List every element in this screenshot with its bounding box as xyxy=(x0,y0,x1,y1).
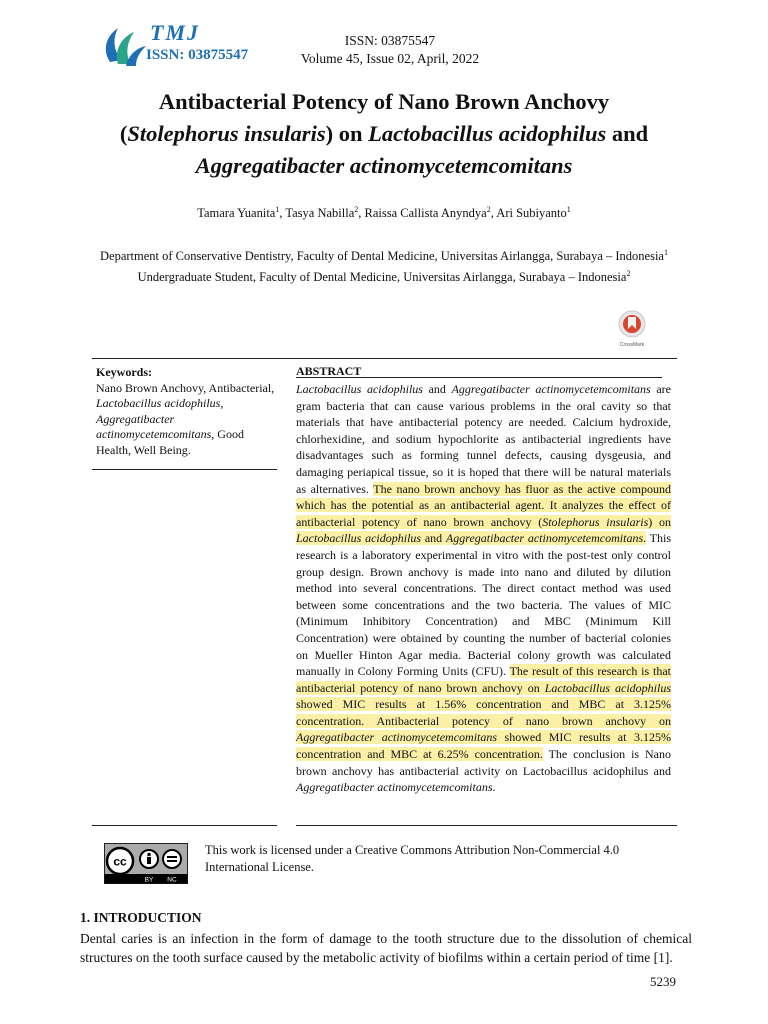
introduction-paragraph: Dental caries is an infection in the form of damage to the tooth structure due to the dissolution of chemical structures on the tooth surface caused by the metabolic activity of biofilms within a certain period of time [1]. xyxy=(80,931,692,965)
affiliation: Undergraduate Student, Faculty of Dental Medicine, Universitas Airlangga, Surabaya – Indonesia$^2$ xyxy=(137,269,631,285)
badge-nc: NC xyxy=(167,876,177,884)
logo-issn: ISSN: 03875547 xyxy=(146,47,249,63)
badge-by: BY xyxy=(144,876,154,884)
paper-title: Antibacterial Potency of Nano Brown Anchovy (Stolephorus insularis) on Lactobacillus acidophilus and Aggregatibacter actinomycetemcomitans xyxy=(119,89,649,178)
author: Ari Subiyanto$^1$ xyxy=(496,205,571,221)
keywords-label: Keywords: xyxy=(96,365,152,379)
affiliation: Department of Conservative Dentistry, Faculty of Dental Medicine, Universitas Airlangga, Surabaya – Indonesia$^1$ xyxy=(100,248,668,264)
divider-top xyxy=(92,358,677,359)
page-number: 5239 xyxy=(650,974,676,989)
journal-header xyxy=(280,32,500,68)
author-list xyxy=(60,205,708,221)
license-text: This work is licensed under a Creative Commons Attribution Non-Commercial 4.0 International License. xyxy=(205,843,620,874)
crossmark-icon[interactable] xyxy=(614,309,650,349)
section-heading-introduction: 1. INTRODUCTION xyxy=(80,910,202,925)
affiliations xyxy=(70,244,698,286)
issn: ISSN: 03875547 xyxy=(344,33,436,48)
highlight: The nano brown anchovy has fluor as the active compound which has the potential as an antibacterial agent. It analyzes the effect of antibacterial potency of nano brown anchovy (Stolephorus insularis) on Lactobacillus acidophilus and Aggregatibacter actinomycetemcomitans. xyxy=(296,481,671,546)
abstract-text: Lactobacillus acidophilus and Aggregatibacter actinomycetemcomitans are gram bacteria that can cause various problems in the oral cavity so that materials that have antibacterial potency are needed. Calcium hydroxide, chlorhexidine, and sodium hypochlorite as antibacterial ingredients have disadvantages such as forming tunnel defects, causing dysgeusia, and damaging periapical tissue, so it is hoped that there will be natural materials as alternatives. The nano brown anchovy has fluor as the active compound which has the potential as an antibacterial agent. It analyzes the effect of antibacterial potency of nano brown anchovy (Stolephorus insularis) on Lactobacillus acidophilus and Aggregatibacter actinomycetemcomitans. This research is a laboratory experimental in vitro with the post-test only control group design. Brown anchovy is made into nano and diluted by dilution method into several concentrations. The direct contact method was used between some concentrations and the two bacteria. The values of MIC (Minimum Inhibitory Concentration) and MBC (Minimum Kill Concentration) were obtained by counting the number of bacterial colonies on Mueller Hinton Agar media. Bacterial colony growth was calculated manually in Colony Forming Units (CFU). The result of this research is that antibacterial potency of nano brown anchovy on Lactobacillus acidophilus showed MIC results at 1.56% concentration and MBC at 3.125% concentration. Antibacterial potency of nano brown anchovy on Aggregatibacter actinomycetemcomitans showed MIC results at 3.125% concentration and MBC at 6.25% concentration. The conclusion is Nano brown anchovy has antibacterial activity on Lactobacillus acidophilus and Aggregatibacter actinomycetemcomitans. xyxy=(296,382,672,795)
volume-issue: Volume 45, Issue 02, April, 2022 xyxy=(300,51,480,66)
logo-wordmark: TMJ xyxy=(150,20,200,45)
author: Tasya Nabilla$^2$, xyxy=(285,205,365,221)
creative-commons-license-icon[interactable] xyxy=(104,843,188,884)
svg-text:cc: cc xyxy=(113,854,127,869)
divider-bottom-left xyxy=(92,825,277,826)
abstract-heading: ABSTRACT xyxy=(296,364,362,378)
keywords-block: Keywords: Nano Brown Anchovy, Antibacterial, Lactobacillus acidophilus, Aggregatibacter actinomycetemcomitans, Good Health, Well Being. xyxy=(96,365,275,457)
divider-keywords xyxy=(92,469,277,470)
author: Tamara Yuanita$^1$, xyxy=(197,205,286,221)
highlight: The result of this research is that antibacterial potency of nano brown anchovy on Lactobacillus acidophilus showed MIC results at 1.56% concentration and MBC at 3.125% concentration. Antibacterial potency of nano brown anchovy on Aggregatibacter actinomycetemcomitans showed MIC results at 3.125% concentration and MBC at 6.25% concentration. xyxy=(296,664,671,762)
crossmark-label: CrossMark xyxy=(619,342,645,348)
divider-bottom-right xyxy=(296,825,677,826)
author: Raissa Callista Anyndya$^2$, xyxy=(364,205,497,221)
